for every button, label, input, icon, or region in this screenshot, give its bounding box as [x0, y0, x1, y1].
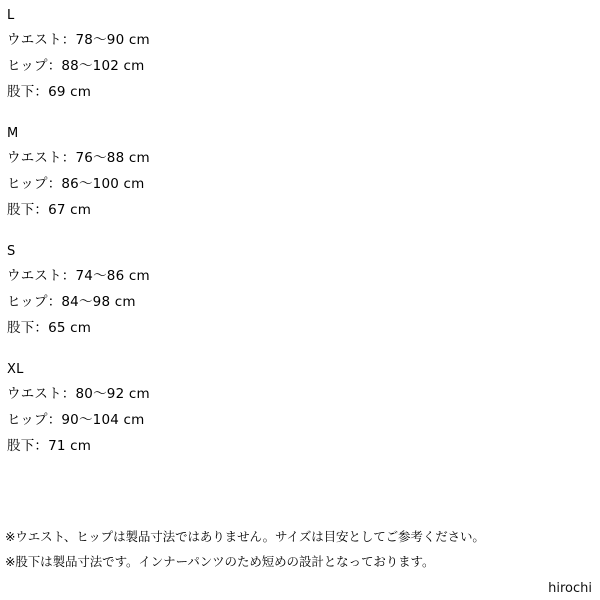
spec-waist: ウエスト：78〜90 cm [7, 32, 150, 48]
spec-waist: ウエスト：74〜86 cm [7, 268, 150, 284]
note-line-1: ※ウエスト、ヒップは製品寸法ではありません。サイズは目安としてご参考ください。 [5, 529, 485, 544]
size-label: S [7, 244, 16, 259]
note-line-2: ※股下は製品寸法です。インナーパンツのため短めの設計となっております。 [5, 554, 435, 569]
size-label: XL [7, 362, 24, 377]
spec-waist: ウエスト：76〜88 cm [7, 150, 150, 166]
spec-inseam: 股下：65 cm [7, 320, 92, 336]
spec-hip: ヒップ：84〜98 cm [7, 294, 136, 310]
watermark: hirochi [548, 581, 592, 596]
size-label: L [7, 8, 15, 23]
spec-waist: ウエスト：80〜92 cm [7, 386, 150, 402]
spec-inseam: 股下：71 cm [7, 438, 92, 454]
size-block-xl [5, 359, 600, 459]
spec-hip: ヒップ：90〜104 cm [7, 412, 145, 428]
size-label: M [7, 126, 19, 141]
size-block-m [5, 123, 600, 223]
spec-hip: ヒップ：86〜100 cm [7, 176, 145, 192]
spec-inseam: 股下：67 cm [7, 202, 92, 218]
spec-inseam: 股下：69 cm [7, 84, 92, 100]
notes-section [5, 524, 597, 574]
size-block-l [5, 5, 600, 105]
size-block-s [5, 241, 600, 341]
spec-hip: ヒップ：88〜102 cm [7, 58, 145, 74]
